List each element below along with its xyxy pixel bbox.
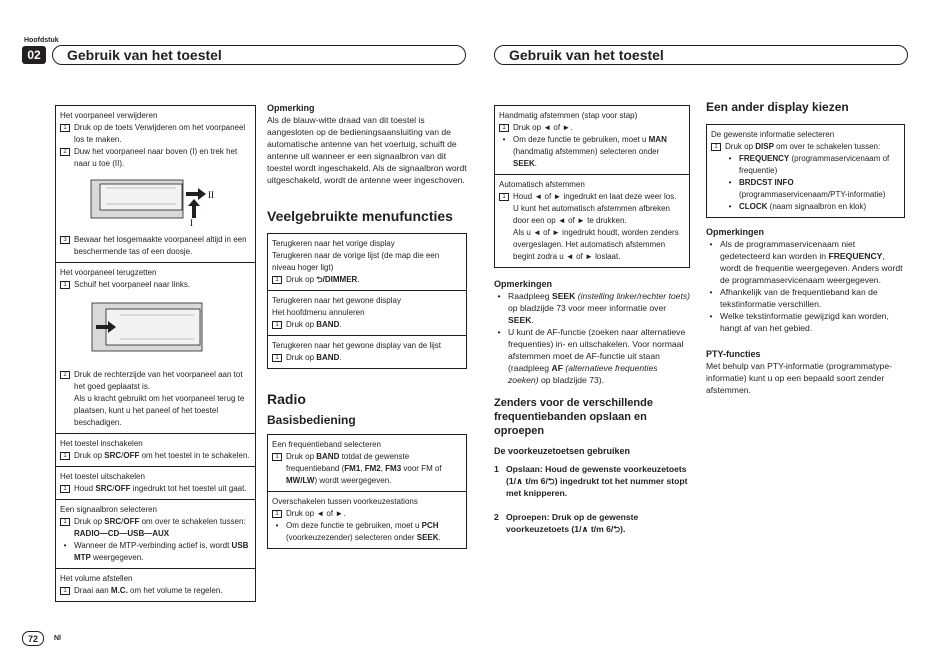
label-i: I [190, 218, 193, 226]
step-text: Druk de rechterzijde van het voorpaneel aan tot het goed geplaatst is. [74, 370, 243, 391]
preset-step-2: 2 Oproepen: Druk op de gewenste voorkeuzetoets (1/∧ t/m 6/⮌). [494, 512, 639, 534]
section-title: Terugkeren naar het gewone display van de lijst [272, 341, 441, 350]
section-normal-display [268, 290, 466, 335]
step-text: Druk op SRC/OFF om het toestel in te schakelen. [74, 451, 250, 460]
step-text: Druk op SRC/OFF om over te schakelen tussen: [74, 517, 246, 526]
section-title: Het toestel inschakelen [60, 439, 143, 448]
step-text: Druk op ◄ of ►. [286, 509, 346, 518]
step-text: Druk op de toets Verwijderen om het voorpaneel los te maken. [74, 123, 246, 144]
section-select-source [56, 499, 255, 568]
language-code: Nl [54, 635, 61, 642]
section-title: De gewenste informatie selecteren [711, 130, 835, 139]
bullet-icon: • [275, 521, 279, 530]
step-number-icon: 1 [272, 354, 282, 362]
bullet-icon: • [497, 291, 501, 301]
display-heading: Een ander display kiezen [706, 100, 849, 114]
step-number-icon: 1 [711, 143, 721, 151]
section-previous-display [268, 234, 466, 290]
bullet-text: CLOCK (naam signaalbron en klok) [739, 202, 867, 211]
step-text: Draai aan M.C. om het volume te regelen. [74, 586, 223, 595]
section-title: Handmatig afstemmen (stap voor stap) [499, 111, 638, 120]
section-manual-tuning [495, 106, 689, 174]
back-icon: ⮌ [316, 275, 323, 284]
radio-operations-box [267, 434, 467, 549]
section-select-band [268, 435, 466, 491]
bullet-text: FREQUENCY (programmaservicenaam of frequentie) [739, 154, 890, 175]
step-text: Druk op BAND. [286, 320, 342, 329]
section-title: Het volume afstellen [60, 574, 133, 583]
label-ii: II [208, 190, 214, 200]
step-number-icon: 3 [60, 236, 70, 244]
section-select-info [707, 125, 904, 217]
step-text: Druk op ⮌/DIMMER. [286, 275, 360, 284]
note-title: Opmerking [267, 103, 315, 113]
step-text: Als u ◄ of ► ingedrukt houdt, worden zenders overgeslagen. Het automatisch afstemmen begint zodra u ◄ of ► loslaat. [513, 228, 679, 261]
section-subtitle: Het hoofdmenu annuleren [272, 308, 365, 317]
section-title: Het toestel uitschakelen [60, 472, 145, 481]
bullet-icon: • [63, 541, 67, 550]
notes-title: Opmerkingen [494, 279, 553, 289]
note-text: Als de programmaservicenaam niet gedetecteerd kan worden in FREQUENCY, wordt de frequentie weergegeven. Anders wordt de programmaservicenaam weergegeven. [720, 239, 903, 285]
right-page-title: Gebruik van het toestel [494, 45, 908, 65]
bullet-icon: • [728, 202, 732, 211]
menu-functions-heading: Veelgebruikte menufuncties [267, 208, 453, 224]
menu-functions-box [267, 233, 467, 369]
chapter-label: Hoofdstuk [24, 37, 59, 44]
step-number-icon: 1 [60, 485, 70, 493]
step-text: Druk op BAND. [286, 353, 342, 362]
page-number: 72 [22, 631, 44, 646]
step-text: Houd SRC/OFF ingedrukt tot het toestel uit gaat. [74, 484, 247, 493]
step-number-icon: 2 [60, 371, 70, 379]
bullet-icon: • [709, 311, 713, 321]
remove-panel-illustration [86, 174, 250, 230]
notes-title: Opmerkingen [706, 227, 765, 237]
tuning-box [494, 105, 690, 268]
bullet-icon: • [502, 135, 506, 144]
attach-panel-illustration [86, 295, 250, 365]
step-number-icon: 2 [60, 148, 70, 156]
step-number-icon: 1 [60, 124, 70, 132]
section-list-display [268, 335, 466, 368]
section-subtitle: Terugkeren naar de vorige lijst (de map die een niveau hoger ligt) [272, 251, 440, 272]
step-text: Als u kracht gebruikt om het voorpaneel terug te plaatsen, kunt u het paneel of het toestel beschadigen. [74, 394, 245, 427]
section-title: Terugkeren naar het vorige display [272, 239, 395, 248]
section-title: Terugkeren naar het gewone display [272, 296, 401, 305]
pty-text: Met behulp van PTY-informatie (programmatype-informatie) kunt u op een bepaald soort zender afstemmen. [706, 361, 892, 395]
step-number-icon: 1 [60, 518, 70, 526]
section-title: Het voorpaneel verwijderen [60, 111, 158, 120]
note-text: U kunt de AF-functie (zoeken naar alternatieve frequenties) in- en uitschakelen. Voor normaal afstemmen moet de AF-functie uit staan (raadpleeg AF (alternatieve frequenties zoeken) op bladzijde 73). [508, 327, 686, 385]
preset-keys-heading: De voorkeuzetoetsen gebruiken [494, 446, 631, 456]
bullet-icon: • [709, 239, 713, 249]
procedures-box-panel [55, 105, 256, 602]
step-number-icon: 1 [272, 453, 282, 461]
step-number-icon: 1 [499, 193, 509, 201]
bullet-icon: • [497, 327, 501, 337]
section-attach-panel [56, 262, 255, 433]
note-text: Raadpleeg SEEK (instelling linker/rechter toets) op bladzijde 73 voor meer informatie over SEEK. [508, 291, 691, 325]
section-title: Het voorpaneel terugzetten [60, 268, 157, 277]
display-box [706, 124, 905, 218]
section-switch-presets [268, 491, 466, 548]
bullet-text: Om deze functie te gebruiken, moet u MAN (handmatig afstemmen) selecteren onder SEEK. [513, 135, 667, 168]
step-number-icon: 1 [60, 452, 70, 460]
step-number-icon: 1 [272, 276, 282, 284]
step-number-icon: 1 [60, 587, 70, 595]
note-text: Welke tekstinformatie gewijzigd kan worden, hangt af van het gebied. [720, 311, 889, 333]
section-power-on [56, 433, 255, 466]
section-title: Een signaalbron selecteren [60, 505, 157, 514]
step-text: Druk op ◄ of ►. [513, 123, 573, 132]
left-page-title: Gebruik van het toestel [52, 45, 466, 65]
bullet-text: BRDCST INFO (programmaservicenaam/PTY-informatie) [739, 178, 886, 199]
section-auto-tuning [495, 174, 689, 267]
step-text: U kunt het automatisch afstemmen afbreken door een op ◄ of ► te drukken. [513, 204, 670, 225]
step-text: Druk op DISP om over te schakelen tussen: [725, 142, 881, 151]
bullet-icon: • [709, 287, 713, 297]
basic-operation-heading: Basisbediening [267, 413, 356, 427]
note-text: Afhankelijk van de frequentieband kan de tekstinformatie verschillen. [720, 287, 878, 309]
radio-heading: Radio [267, 391, 306, 407]
section-title: Een frequentieband selecteren [272, 440, 381, 449]
note-text: Als de blauw-witte draad van dit toestel is aangesloten op de bedieningsaansluiting van de automatische antenne van het voertuig, schuift de antenne uit wanneer er een signaalbron van dit toestel wordt ingeschakeld. Als de signaalbron wordt uitgeschakeld, wordt de antenne weer ingeschoven. [267, 115, 467, 185]
step-text: Bewaar het losgemaakte voorpaneel altijd in een beschermende tas of een doosje. [74, 235, 247, 256]
step-text: Druk op BAND totdat de gewenste frequentieband (FM1, FM2, FM3 voor FM of MW/LW) wordt weergegeven. [286, 452, 442, 485]
section-title: Automatisch afstemmen [499, 180, 585, 189]
step-number-icon: 1 [499, 124, 509, 132]
step-text: Houd ◄ of ► ingedrukt en laat deze weer los. [513, 192, 677, 201]
source-list: RADIO—CD—USB—AUX [74, 529, 170, 538]
pty-heading: PTY-functies [706, 349, 761, 359]
preset-step-1: 1 Opslaan: Houd de gewenste voorkeuzetoets (1/∧ t/m 6/⮌) ingedrukt tot het nummer stopt met knipperen. [494, 464, 688, 498]
step-number-icon: 1 [272, 321, 282, 329]
bullet-icon: • [728, 154, 732, 163]
step-number-icon: 1 [272, 510, 282, 518]
bullet-text: Wanneer de MTP-verbinding actief is, wordt USB MTP weergegeven. [74, 541, 249, 562]
section-volume [56, 568, 255, 601]
bullet-icon: • [728, 178, 732, 187]
chapter-number-badge: 02 [22, 46, 46, 64]
step-text: Schuif het voorpaneel naar links. [74, 280, 191, 289]
section-remove-panel [56, 106, 255, 262]
step-number-icon: 1 [60, 281, 70, 289]
section-title: Overschakelen tussen voorkeuzestations [272, 497, 418, 506]
step-text: Duw het voorpaneel naar boven (I) en trek het naar u toe (II). [74, 147, 238, 168]
section-power-off [56, 466, 255, 499]
store-stations-heading: Zenders voor de verschillende frequentiebanden opslaan en oproepen [494, 397, 653, 437]
bullet-text: Om deze functie te gebruiken, moet u PCH (voorkeuzezender) selecteren onder SEEK. [286, 521, 441, 542]
